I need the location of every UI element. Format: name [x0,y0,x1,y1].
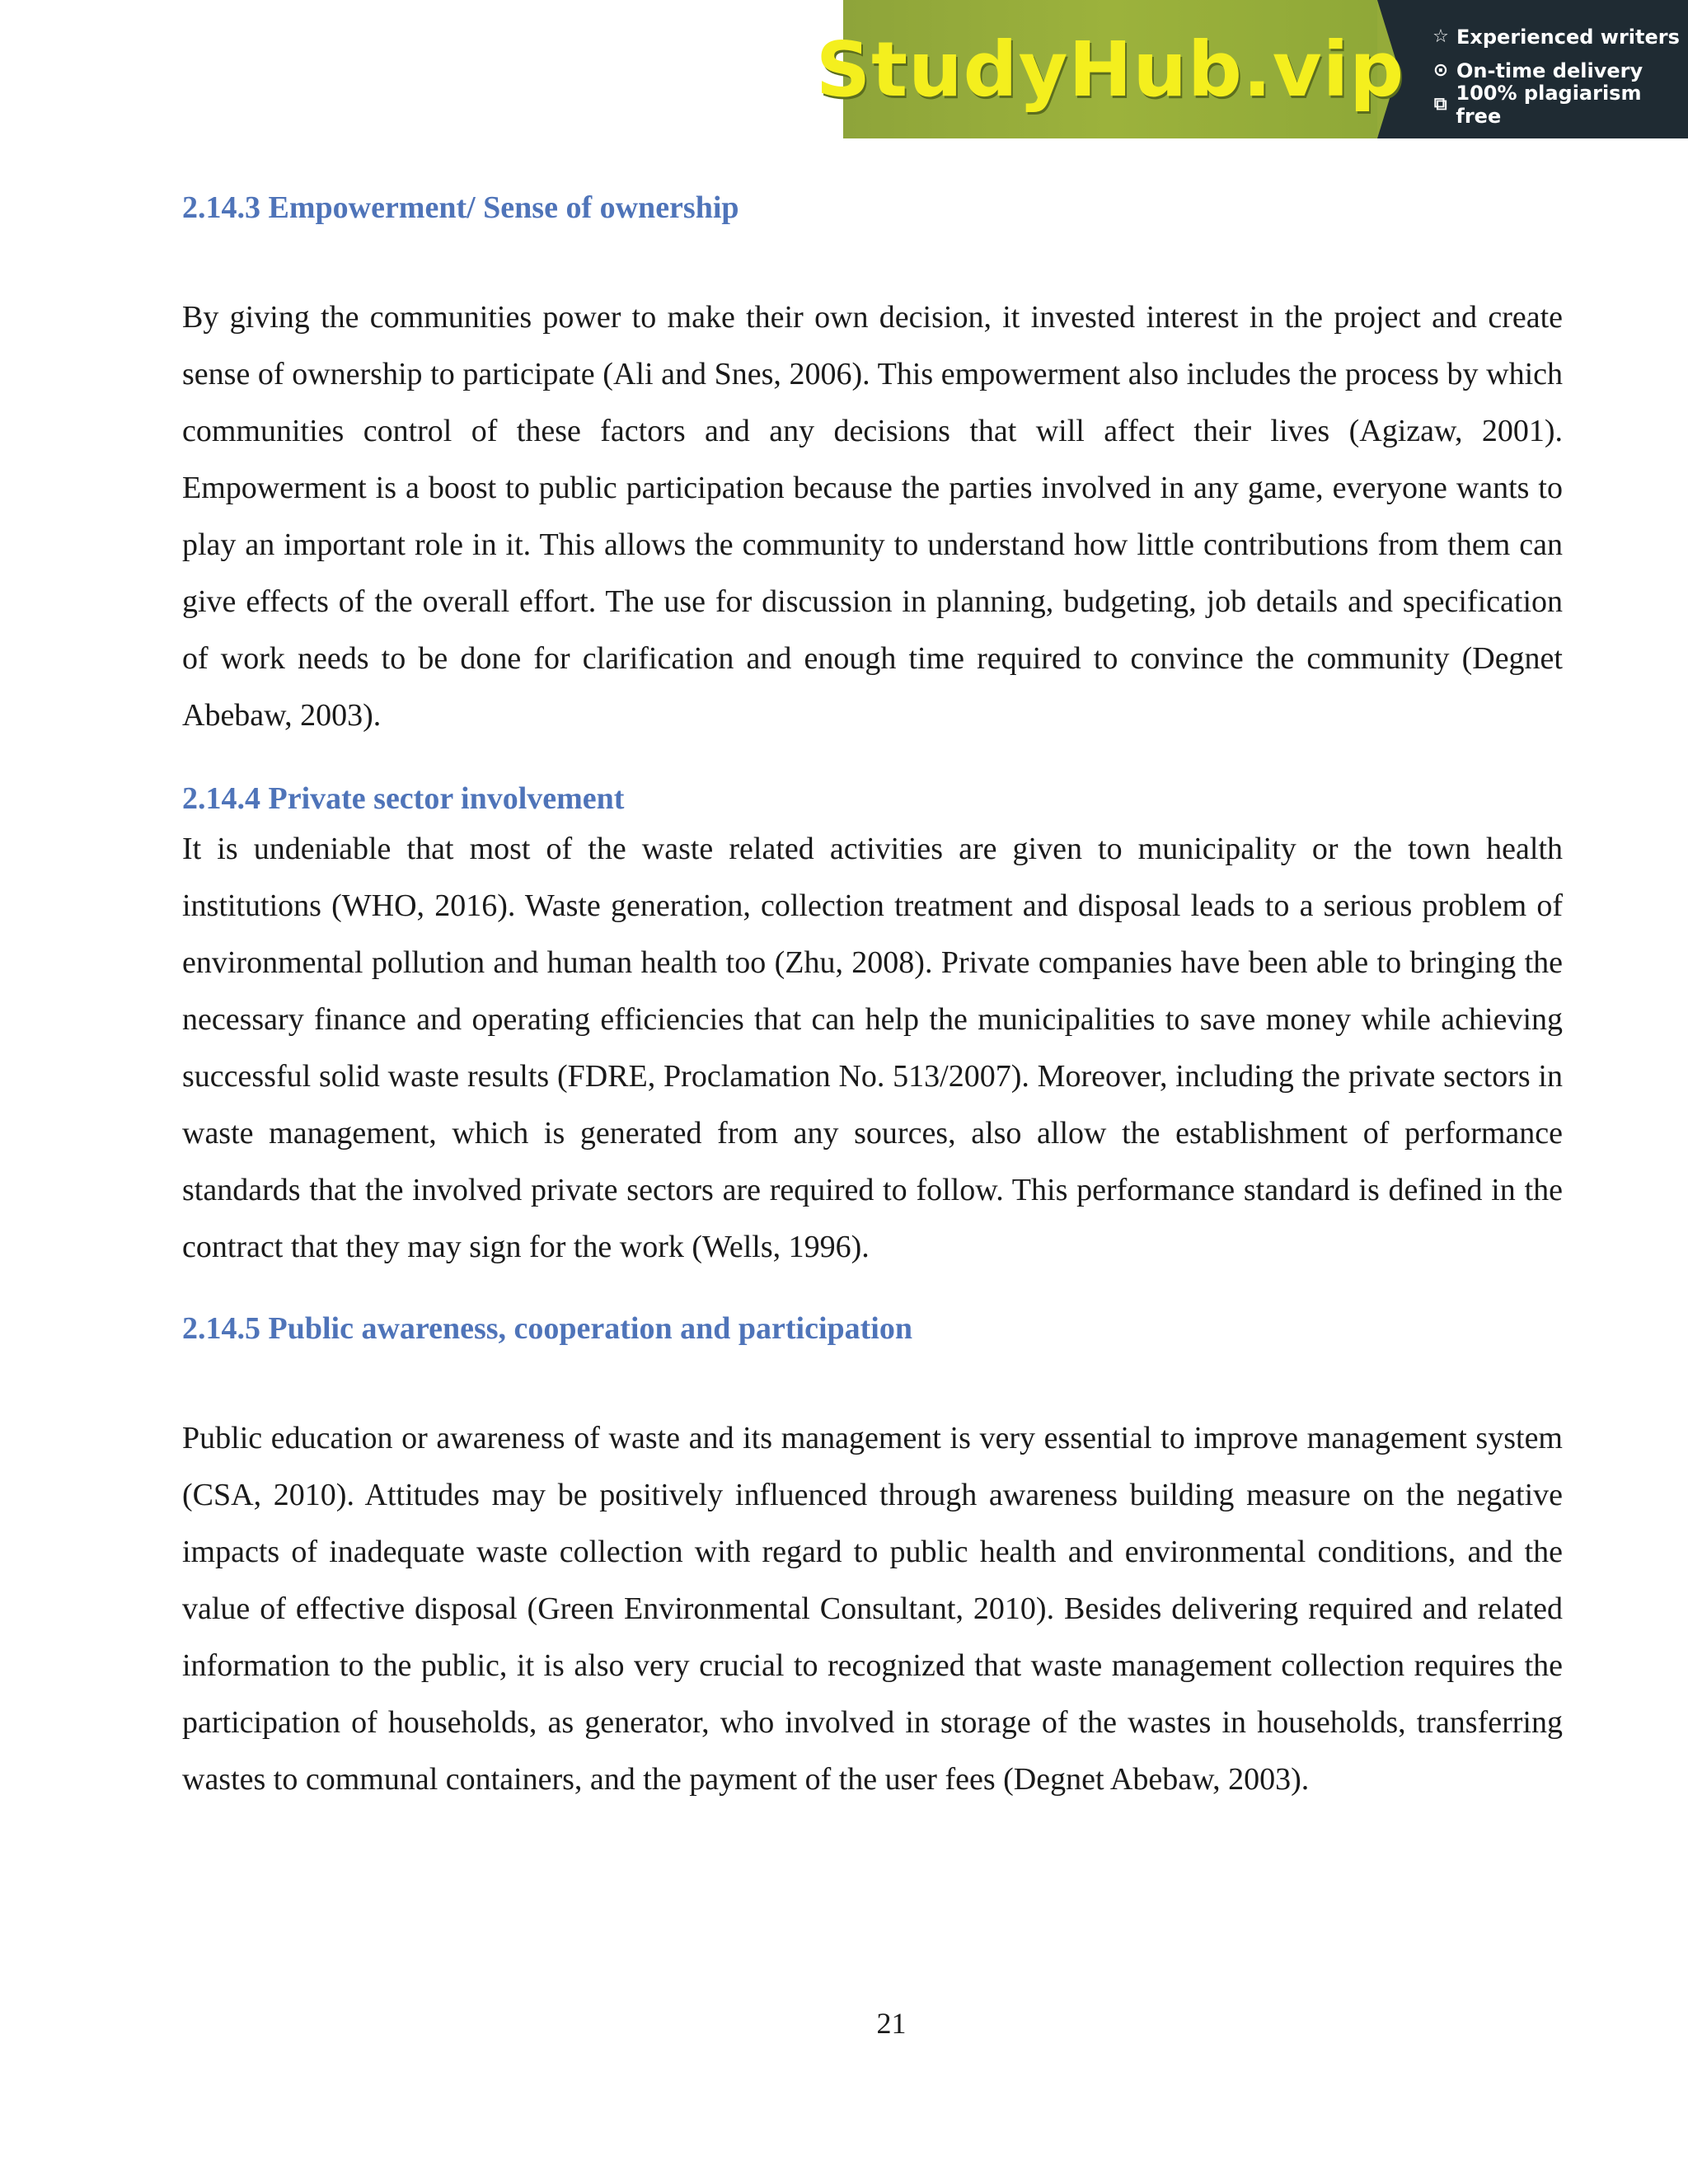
section-heading-private-sector: 2.14.4 Private sector involvement [182,780,625,816]
section-paragraph-empowerment: By giving the communities power to make their own decision, it invested interest in the project and create sense of ownership to participate (Ali and Snes, 2006). This empowerment also includes the process by which communities control of these factors and any decisions that will affect their lives (Agizaw, 2001). Empowerment is a boost to public participation because the parties involved in any game, everyone wants to play an important role in it. This allows the community to understand how little contributions from them can give effects of the overall effort. The use for discussion in planning, budgeting, job details and specification of work needs to be done for clarification and enough time required to convince the community (Degnet Abebaw, 2003). [182,299,1563,733]
feature-label: On-time delivery [1456,59,1643,82]
page-number: 21 [876,2007,907,2040]
clock-icon: ⊙ [1432,60,1449,81]
copy-icon: ⧉ [1433,94,1447,115]
brand-panel [815,0,1405,138]
feature-item [1430,81,1688,128]
studyhub-banner[interactable] [815,0,1688,138]
section-paragraph-public-awareness: Public education or awareness of waste and its management is very essential to improve management system (CSA, 2010). Attitudes may be positively influenced through awareness building measure on the negative impacts of inadequate waste collection with regard to public health and environmental conditions, and the value of effective disposal (Green Environmental Consultant, 2010). Besides delivering required and related information to the public, it is also very crucial to recognized that waste management collection requires the participation of households, as generator, who involved in storage of the wastes in households, transferring wastes to communal containers, and the payment of the user fees (Degnet Abebaw, 2003). [182,1420,1563,1797]
feature-list [1377,0,1688,138]
section-heading-empowerment: 2.14.3 Empowerment/ Sense of ownership [182,190,739,225]
feature-label: 100% plagiarism free [1456,81,1642,128]
section-paragraph-private-sector: It is undeniable that most of the waste related activities are given to municipality or the town health institutions (WHO, 2016). Waste generation, collection treatment and disposal leads to a serious problem of environmental pollution and human health too (Zhu, 2008). Private companies have been able to bringing the necessary finance and operating efficiencies that can help the municipalities to save money while achieving successful solid waste results (FDRE, Proclamation No. 513/2007). Moreover, including the private sectors in waste management, which is generated from any sources, also allow the establishment of performance standards that the involved private sectors are required to follow. This performance standard is defined in the contract that they may sign for the work (Wells, 1996). [182,832,1563,1265]
star-icon: ☆ [1432,26,1449,47]
feature-label: Experienced writers [1456,25,1680,49]
section-heading-public-awareness: 2.14.5 Public awareness, cooperation and participation [182,1311,912,1347]
feature-item [1430,20,1688,54]
brand-logo: StudyHub.vip [815,25,1405,114]
document-body [182,181,1563,1808]
